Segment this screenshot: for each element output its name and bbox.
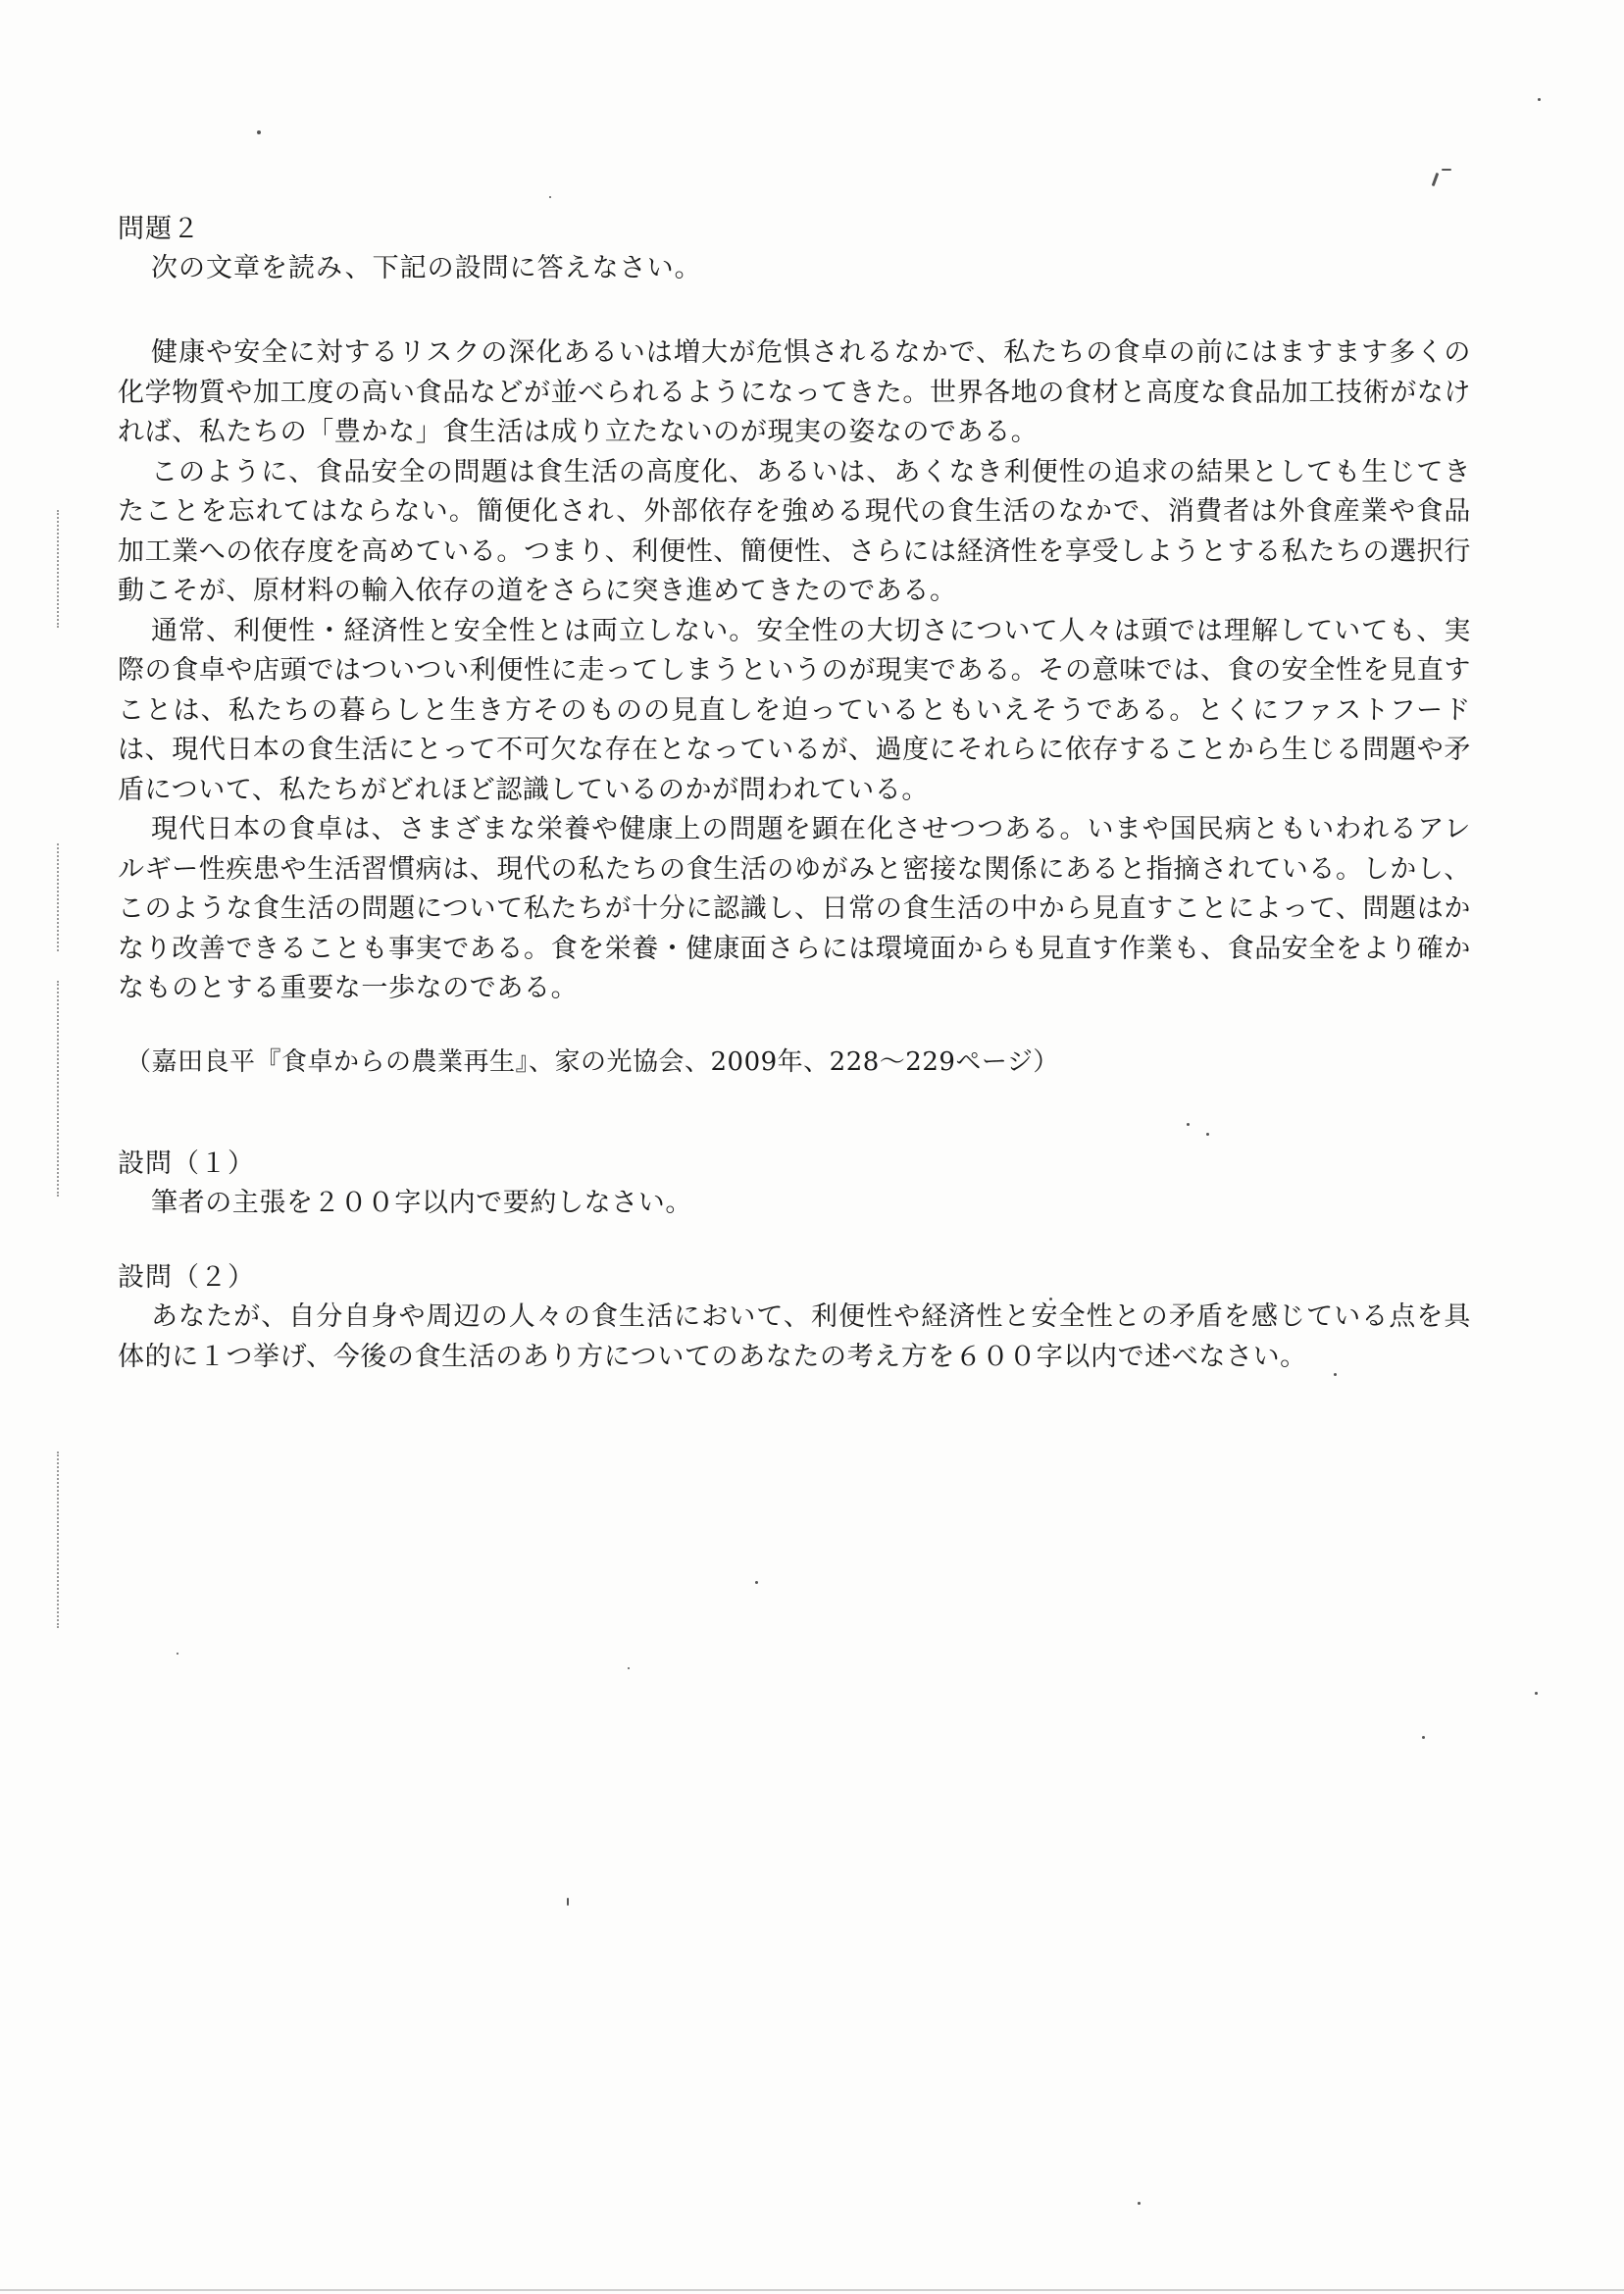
scan-speck [1535, 1692, 1538, 1695]
scan-edge-marks [57, 981, 61, 1197]
passage-paragraph: 現代日本の食卓は、さまざまな栄養や健康上の問題を顕在化させつつある。いまや国民病ともいわれるアレルギー性疾患や生活習慣病は、現代の私たちの食生活のゆがみと密接な関係にあると指摘されている。しかし、このような食生活の問題について私たちが十分に認識し、日常の食生活の中から見直すことによって、問題はかなり改善できることも事実である。食を栄養・健康面さらには環境面からも見直す作業も、食品安全をより確かなものとする重要な一歩なのである。 [118, 814, 1471, 1003]
document-body [118, 210, 1471, 1377]
scan-edge-marks [57, 510, 61, 628]
scan-speck [1442, 169, 1451, 171]
passage-paragraph: 通常、利便性・経済性と安全性とは両立しない。安全性の大切さについて人々は頭では理解していても、実際の食卓や店頭ではついつい利便性に走ってしまうというのが現実である。その意味では、食の安全性を見直すことは、私たちの暮らしと生き方そのものの見直しを迫っているともいえそうである。とくにファストフードは、現代日本の食生活にとって不可欠な存在となっているが、過度にそれらに依存することから生じる問題や矛盾について、私たちがどれほど認識しているのかが問われている。 [118, 615, 1471, 805]
scan-speck [1138, 2202, 1141, 2205]
scan-speck [1432, 173, 1440, 186]
question-text: 筆者の主張を２００字以内で要約しなさい。 [151, 1187, 692, 1218]
scan-speck [177, 1653, 178, 1655]
passage-paragraph: このように、食品安全の問題は食生活の高度化、あるいは、あくなき利便性の追求の結果としても生じてきたことを忘れてはならない。簡便化され、外部依存を強める現代の食生活のなかで、消費者は外食産業や食品加工業への依存度を高めている。つまり、利便性、簡便性、さらには経済性を享受しようとする私たちの選択行動こそが、原材料の輸入依存の道をさらに突き進めてきたのである。 [118, 456, 1471, 606]
scan-speck [549, 196, 551, 198]
question-title: 設問（１） [118, 1147, 255, 1179]
question-text: あなたが、自分自身や周辺の人々の食生活において、利便性や経済性と安全性との矛盾を感じている点を具体的に１つ挙げ、今後の食生活のあり方についてのあなたの考え方を６００字以内で述べなさい。 [118, 1301, 1471, 1372]
problem-heading: 問題２ [118, 214, 200, 244]
scan-speck [1538, 98, 1541, 101]
question-title: 設問（２） [118, 1262, 255, 1293]
scan-bottom-edge [0, 2289, 1624, 2291]
scan-edge-marks [57, 843, 61, 951]
question-2 [118, 1258, 1471, 1377]
citation: （嘉田良平『食卓からの農業再生』、家の光協会、2009年、228～229ページ） [126, 1046, 1059, 1077]
scan-speck [755, 1581, 758, 1584]
instruction-text: 次の文章を読み、下記の設問に答えなさい。 [151, 253, 702, 283]
scan-speck [567, 1898, 569, 1906]
question-1 [118, 1145, 1471, 1224]
scan-speck [1422, 1736, 1425, 1739]
scan-speck [628, 1667, 630, 1669]
reading-passage [118, 333, 1471, 1009]
passage-paragraph: 健康や安全に対するリスクの深化あるいは増大が危惧されるなかで、私たちの食卓の前にはますます多くの化学物質や加工度の高い食品などが並べられるようになってきた。世界各地の食材と高度な食品加工技術がなければ、私たちの「豊かな」食生活は成り立たないのが現実の姿なのである。 [118, 337, 1471, 447]
scan-speck [257, 130, 261, 134]
scan-edge-marks [57, 1452, 61, 1628]
